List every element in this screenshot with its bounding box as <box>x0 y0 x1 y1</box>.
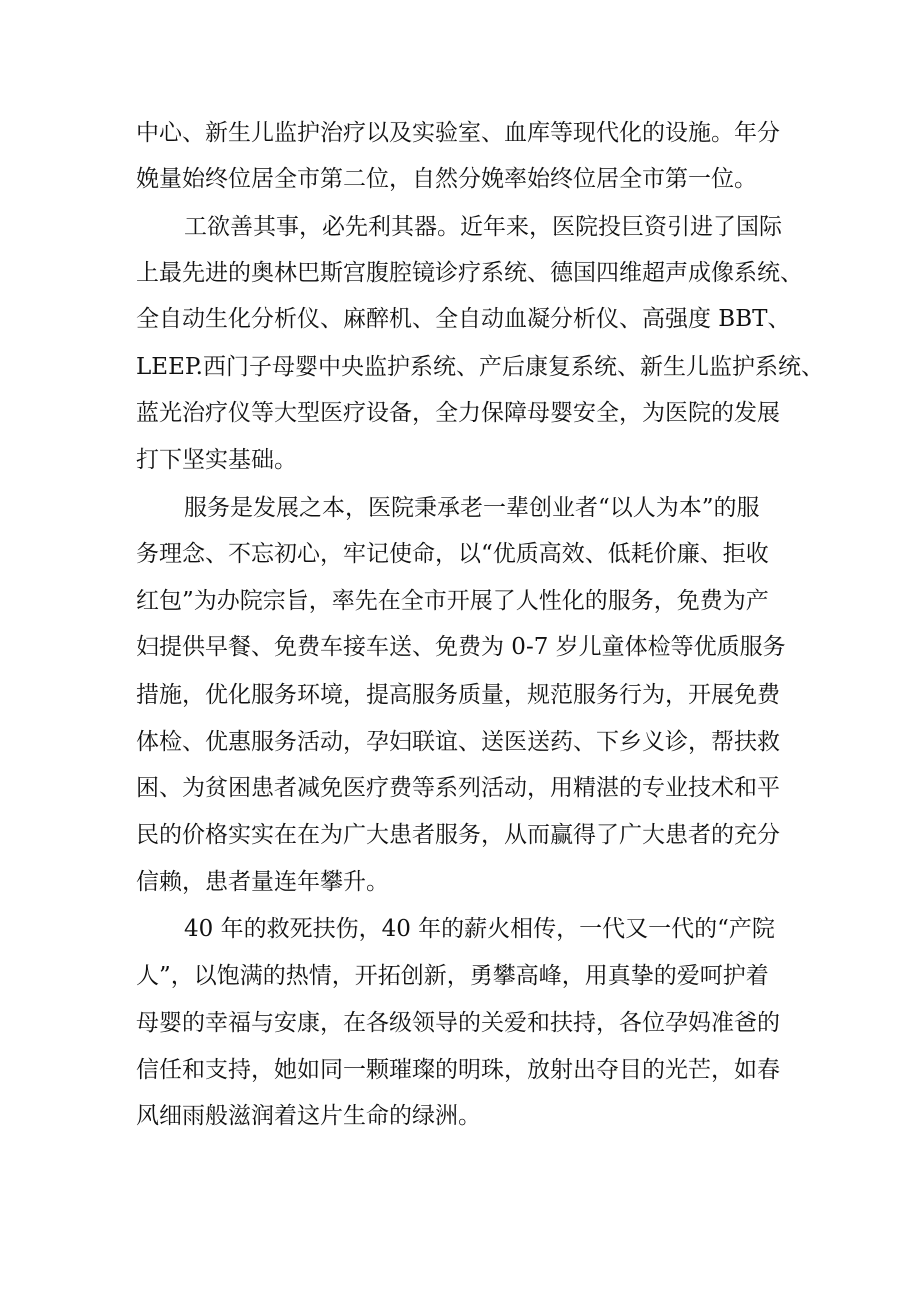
paragraph-line: 工欲善其事，必先利其器。近年来，医院投巨资引进了国际 <box>184 214 782 240</box>
paragraph-line: 母婴的幸福与安康，在各级领导的关爱和扶持，各位孕妈准爸的 <box>136 1010 780 1036</box>
paragraph-line: 务理念、不忘初心，牢记使命，以“优质高效、低耗价廉、拒收 <box>136 541 769 567</box>
paragraph-line: 打下坚实基础。 <box>136 447 297 473</box>
paragraph-line: 人”，以饱满的热情，开拓创新，勇攀高峰，用真挚的爱呵护着 <box>136 963 769 989</box>
paragraph-line: 困、为贫困患者减免医疗费等系列活动，用精湛的专业技术和平 <box>136 775 780 801</box>
paragraph-line: 服务是发展之本，医院秉承老一辈创业者“以人为本”的服 <box>184 495 760 521</box>
paragraph-line: 信赖，患者量连年攀升。 <box>136 869 389 895</box>
paragraph-line: 40 年的救死扶伤，40 年的薪火相传，一代又一代的“产院 <box>184 916 775 942</box>
paragraph-line: 上最先进的奥林巴斯宫腹腔镜诊疗系统、德国四维超声成像系统、 <box>136 260 803 286</box>
paragraph-line: 风细雨般滋润着这片生命的绿洲。 <box>136 1103 481 1129</box>
paragraph-line: 措施，优化服务环境，提高服务质量，规范服务行为，开展免费 <box>136 682 780 708</box>
paragraph-line: 信任和支持，她如同一颗璀璨的明珠，放射出夺目的光芒，如春 <box>136 1057 780 1083</box>
paragraph-line: 蓝光治疗仪等大型医疗设备，全力保障母婴安全，为医院的发展 <box>136 400 780 426</box>
paragraph-line: 民的价格实实在在为广大患者服务，从而赢得了广大患者的充分 <box>136 822 780 848</box>
paragraph-line: 红包”为办院宗旨，率先在全市开展了人性化的服务，免费为产 <box>136 588 769 614</box>
paragraph-line: 体检、优惠服务活动，孕妇联谊、送医送药、下乡义诊，帮扶救 <box>136 729 780 755</box>
paragraph-line: 中心、新生儿监护治疗以及实验室、血库等现代化的设施。年分 <box>136 120 780 146</box>
paragraph-line: LEEP.西门子母婴中央监护系统、产后康复系统、新生儿监护系统、 <box>136 354 824 380</box>
paragraph-line: 娩量始终位居全市第二位，自然分娩率始终位居全市第一位。 <box>136 166 757 192</box>
paragraph-line: 妇提供早餐、免费车接车送、免费为 0-7 岁儿童体检等优质服务 <box>136 634 786 660</box>
paragraph-line: 全自动生化分析仪、麻醉机、全自动血凝分析仪、高强度 BBT、 <box>136 306 791 332</box>
